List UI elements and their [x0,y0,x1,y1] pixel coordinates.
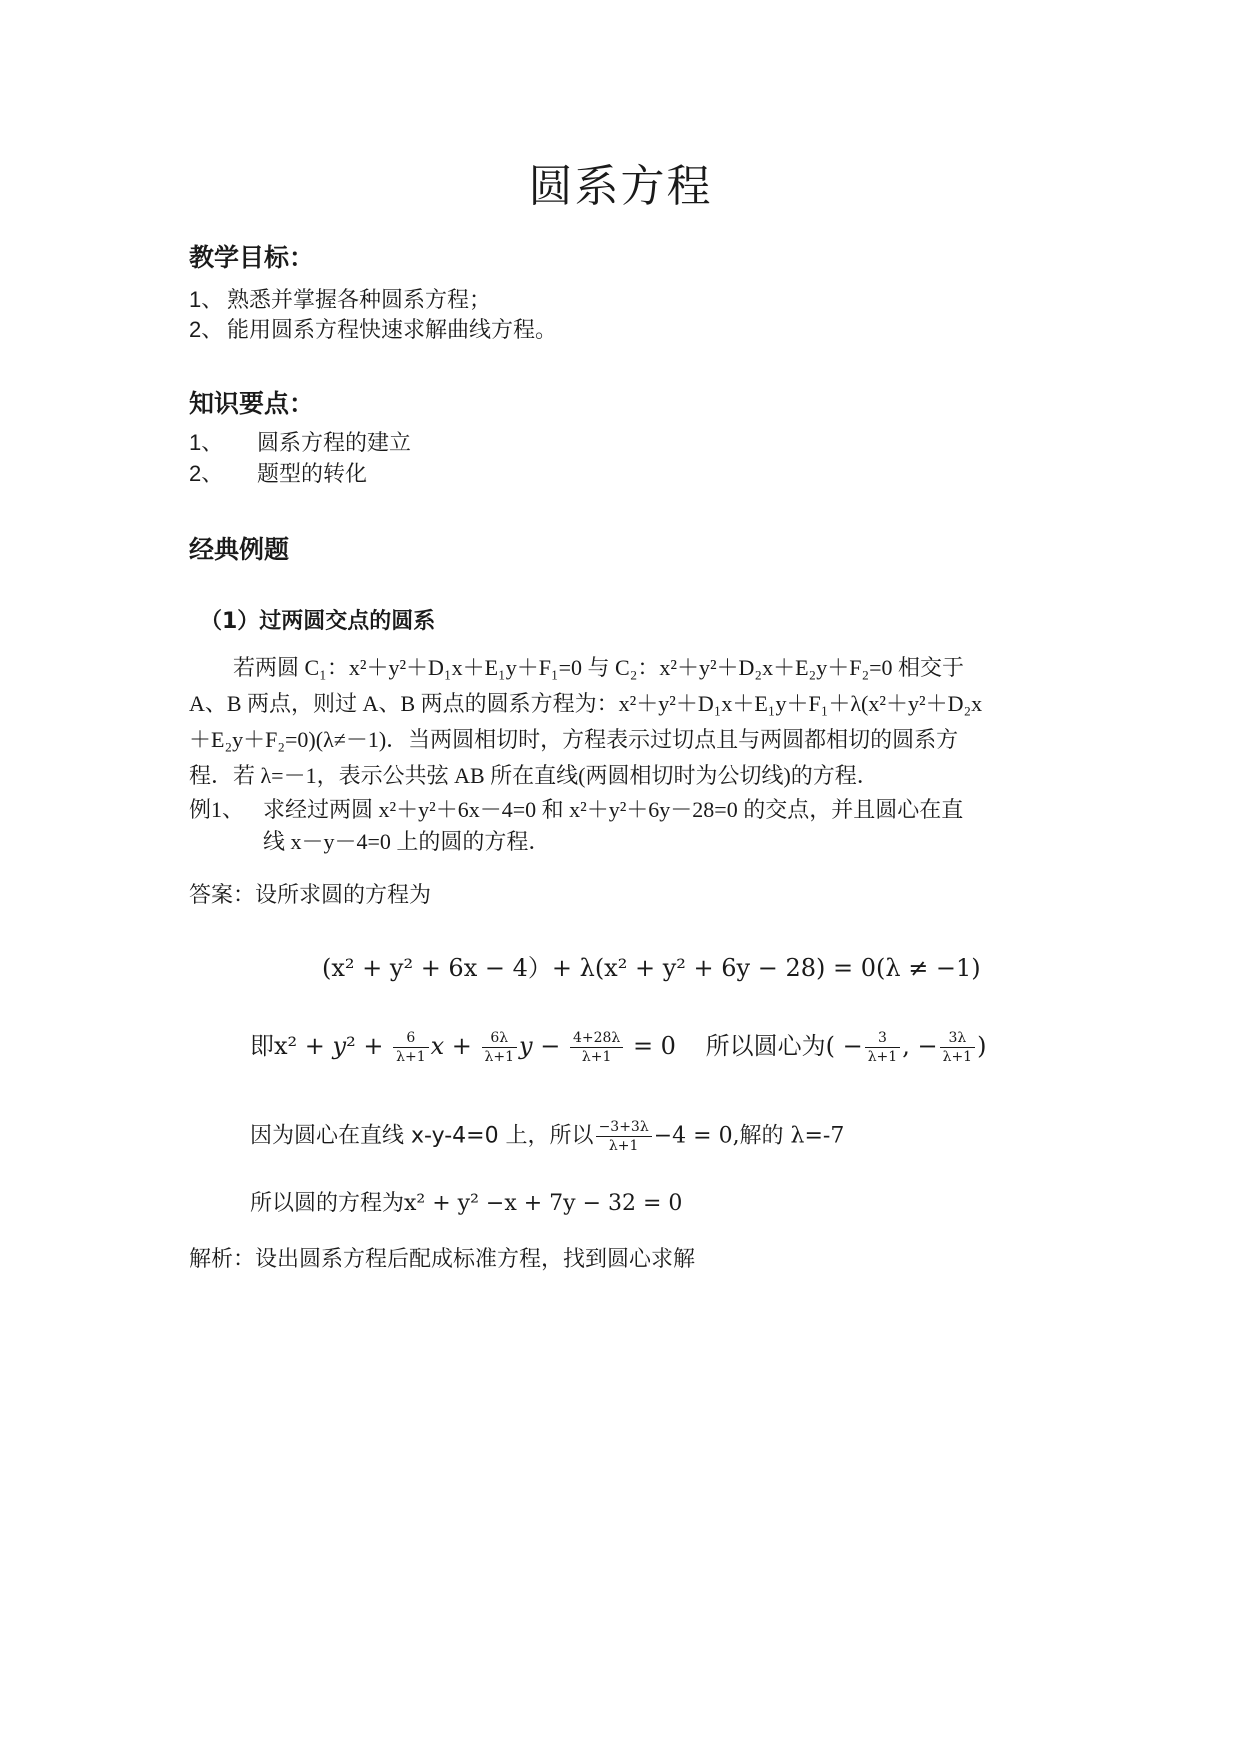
fraction: $\frac{4+28\lambda}{\lambda+1}$ [570,1029,623,1066]
knowledge-number: 1、 [189,430,224,455]
section-paragraph [189,650,1059,794]
answer-line [189,878,431,914]
example-question-line: 求经过两圆 x²＋y²＋6x－4=0 和 x²＋y²＋6y－28=0 的交点，并且圆心在直 [263,797,964,822]
objectives-heading: 教学目标： [189,243,315,272]
knowledge-text: 题型的转化 [257,462,368,487]
objective-number: 2、 [189,317,224,342]
analysis-text: 设出圆系方程后配成标准方程，找到圆心求解 [255,1247,696,1272]
eq-prefix: 即 [250,1032,274,1060]
example-question-line: 线 x－y－4=0 上的圆的方程． [263,829,551,854]
equation-family: (x² + y² + 6x − 4）+ λ(x² + y² + 6y − 28) = 0(λ ≠ −1) [322,954,981,982]
knowledge-text: 圆系方程的建立 [257,431,412,456]
knowledge-item [189,456,367,493]
section-heading: （1）过两圆交点的圆系 [200,609,436,634]
paragraph-line: 若两圆 C₁：x²＋y²＋D₁x＋E₁y＋F₁=0 与 C₂：x²＋y²＋D₂x＋E₂y＋F₂=0 相交于 [233,655,965,680]
analysis-line [189,1242,695,1278]
objective-text: 能用圆系方程快速求解曲线方程。 [227,318,558,343]
analysis-label: 解析： [189,1247,256,1272]
final-equation: x² + y² −x + 7y − 32 = 0 [404,1191,683,1216]
paragraph-line: A、B 两点，则过 A、B 两点的圆系方程为：x²＋y²＋D₁x＋E₁y＋F₁＋λ(x²＋y²＋D₂x [189,691,983,716]
answer-intro: 设所求圆的方程为 [255,883,432,908]
example-label: 例1、 [189,797,245,822]
fraction: $\frac{3}{\lambda+1}$ [865,1029,901,1066]
equation-expanded: 即x² + y² + $\frac{6}{\lambda+1}$ x + $\frac{6\lambda}{\lambda+1}$ y − $\frac{4+28\lambda}{\lambda+1}$ = 0 所以圆心为( − $\frac{3}{\lambda+1}$ , − $\frac{3\lambda}{\lambda+1}$ ) [250,1030,987,1065]
paragraph-line: 程．若 λ=－1，表示公共弦 AB 所在直线(两圆相切时为公切线)的方程． [189,763,879,788]
eq-center-text: 所以圆心为 [705,1032,826,1060]
examples-heading: 经典例题 [189,535,290,564]
objective-text: 熟悉并掌握各种圆系方程； [227,288,492,313]
objective-item [189,312,557,349]
paragraph-line: ＋E₂y＋F₂=0)(λ≠－1)．当两圆相切时，方程表示过切点且与两圆都相切的圆系方 [189,727,959,752]
condition-result: −4 = 0,解的 λ=-7 [653,1123,845,1149]
fraction: $\frac{-3+3\lambda}{\lambda+1}$ [596,1118,652,1155]
final-text: 所以圆的方程为 [250,1191,405,1216]
condition-text: 因为圆心在直线 x-y-4=0 上，所以 [250,1123,594,1149]
equation-condition [250,1118,844,1155]
example-block [189,792,963,828]
knowledge-number: 2、 [189,461,224,486]
fraction: $\frac{6\lambda}{\lambda+1}$ [482,1029,518,1066]
equation-final [250,1186,682,1217]
document-title: 圆系方程 [528,161,713,212]
knowledge-heading: 知识要点： [189,389,315,418]
fraction: $\frac{3\lambda}{\lambda+1}$ [940,1029,976,1066]
objective-number: 1、 [189,287,224,312]
fraction: $\frac{6}{\lambda+1}$ [393,1029,429,1066]
answer-label: 答案： [189,883,256,908]
